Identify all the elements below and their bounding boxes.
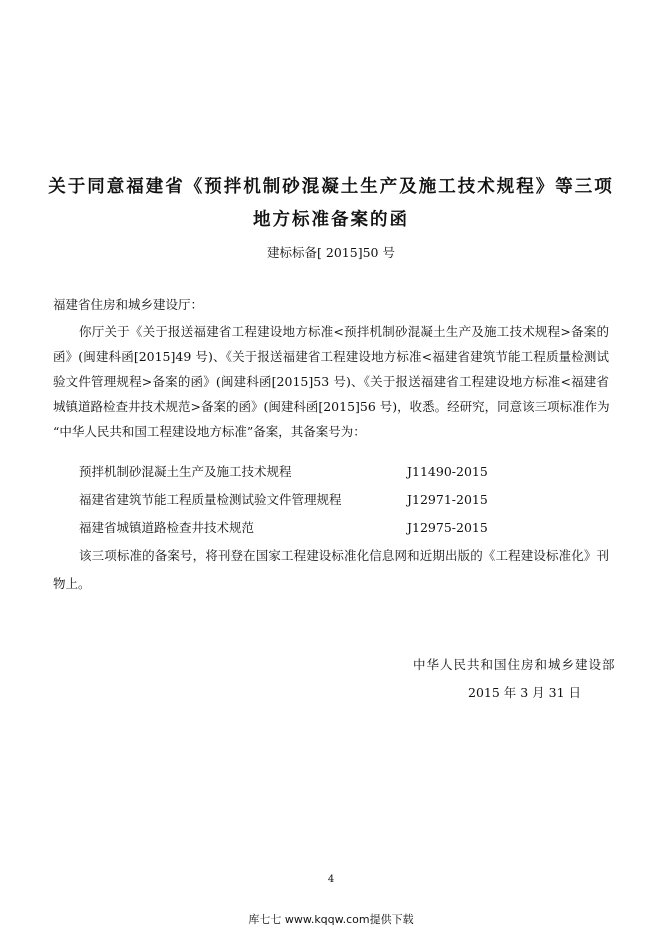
standard-name: 福建省城镇道路检查井技术规范 xyxy=(79,520,255,535)
signature-date: 2015 年 3 月 31 日 xyxy=(468,685,582,700)
standard-code: J11490-2015 xyxy=(407,464,488,479)
closing-line: 该三项标准的备案号，将刊登在国家工程建设标准化信息网和近期出版的《工程建设标准化》刊 xyxy=(79,548,609,563)
document-number: 建标标备[ 2015]50 号 xyxy=(267,245,395,260)
signature-organization: 中华人民共和国住房和城乡建设部 xyxy=(413,657,616,672)
closing-line: 物上。 xyxy=(53,576,91,591)
body-line: 城镇道路检查井技术规范>备案的函》(闽建科函[2015]56 号)，收悉。经研究，同意该三项标准作为 xyxy=(53,399,610,414)
page-number: 4 xyxy=(327,874,335,885)
standard-name: 福建省建筑节能工程质量检测试验文件管理规程 xyxy=(79,492,342,507)
footer-credit[interactable]: 库七七 www.kqqw.com提供下载 xyxy=(248,913,414,926)
standard-code: J12975-2015 xyxy=(407,520,488,535)
body-line: 函》(闽建科函[2015]49 号)、《关于报送福建省工程建设地方标准<福建省建筑节能工程质量检测试 xyxy=(53,349,609,364)
body-line: 验文件管理规程>备案的函》(闽建科函[2015]53 号)、《关于报送福建省工程建设地方标准<福建省 xyxy=(53,374,609,389)
salutation: 福建省住房和城乡建设厅： xyxy=(53,297,204,312)
standard-name: 预拌机制砂混凝土生产及施工技术规程 xyxy=(79,464,292,479)
standard-code: J12971-2015 xyxy=(407,492,488,507)
body-line: 你厅关于《关于报送福建省工程建设地方标准<预拌机制砂混凝土生产及施工技术规程>备案的 xyxy=(79,324,609,339)
document-title-line-1: 关于同意福建省《预拌机制砂混凝土生产及施工技术规程》等三项 xyxy=(48,177,614,197)
document-title-line-2: 地方标准备案的函 xyxy=(253,210,409,230)
body-line: “中华人民共和国工程建设地方标准”备案，其备案号为： xyxy=(53,424,366,439)
